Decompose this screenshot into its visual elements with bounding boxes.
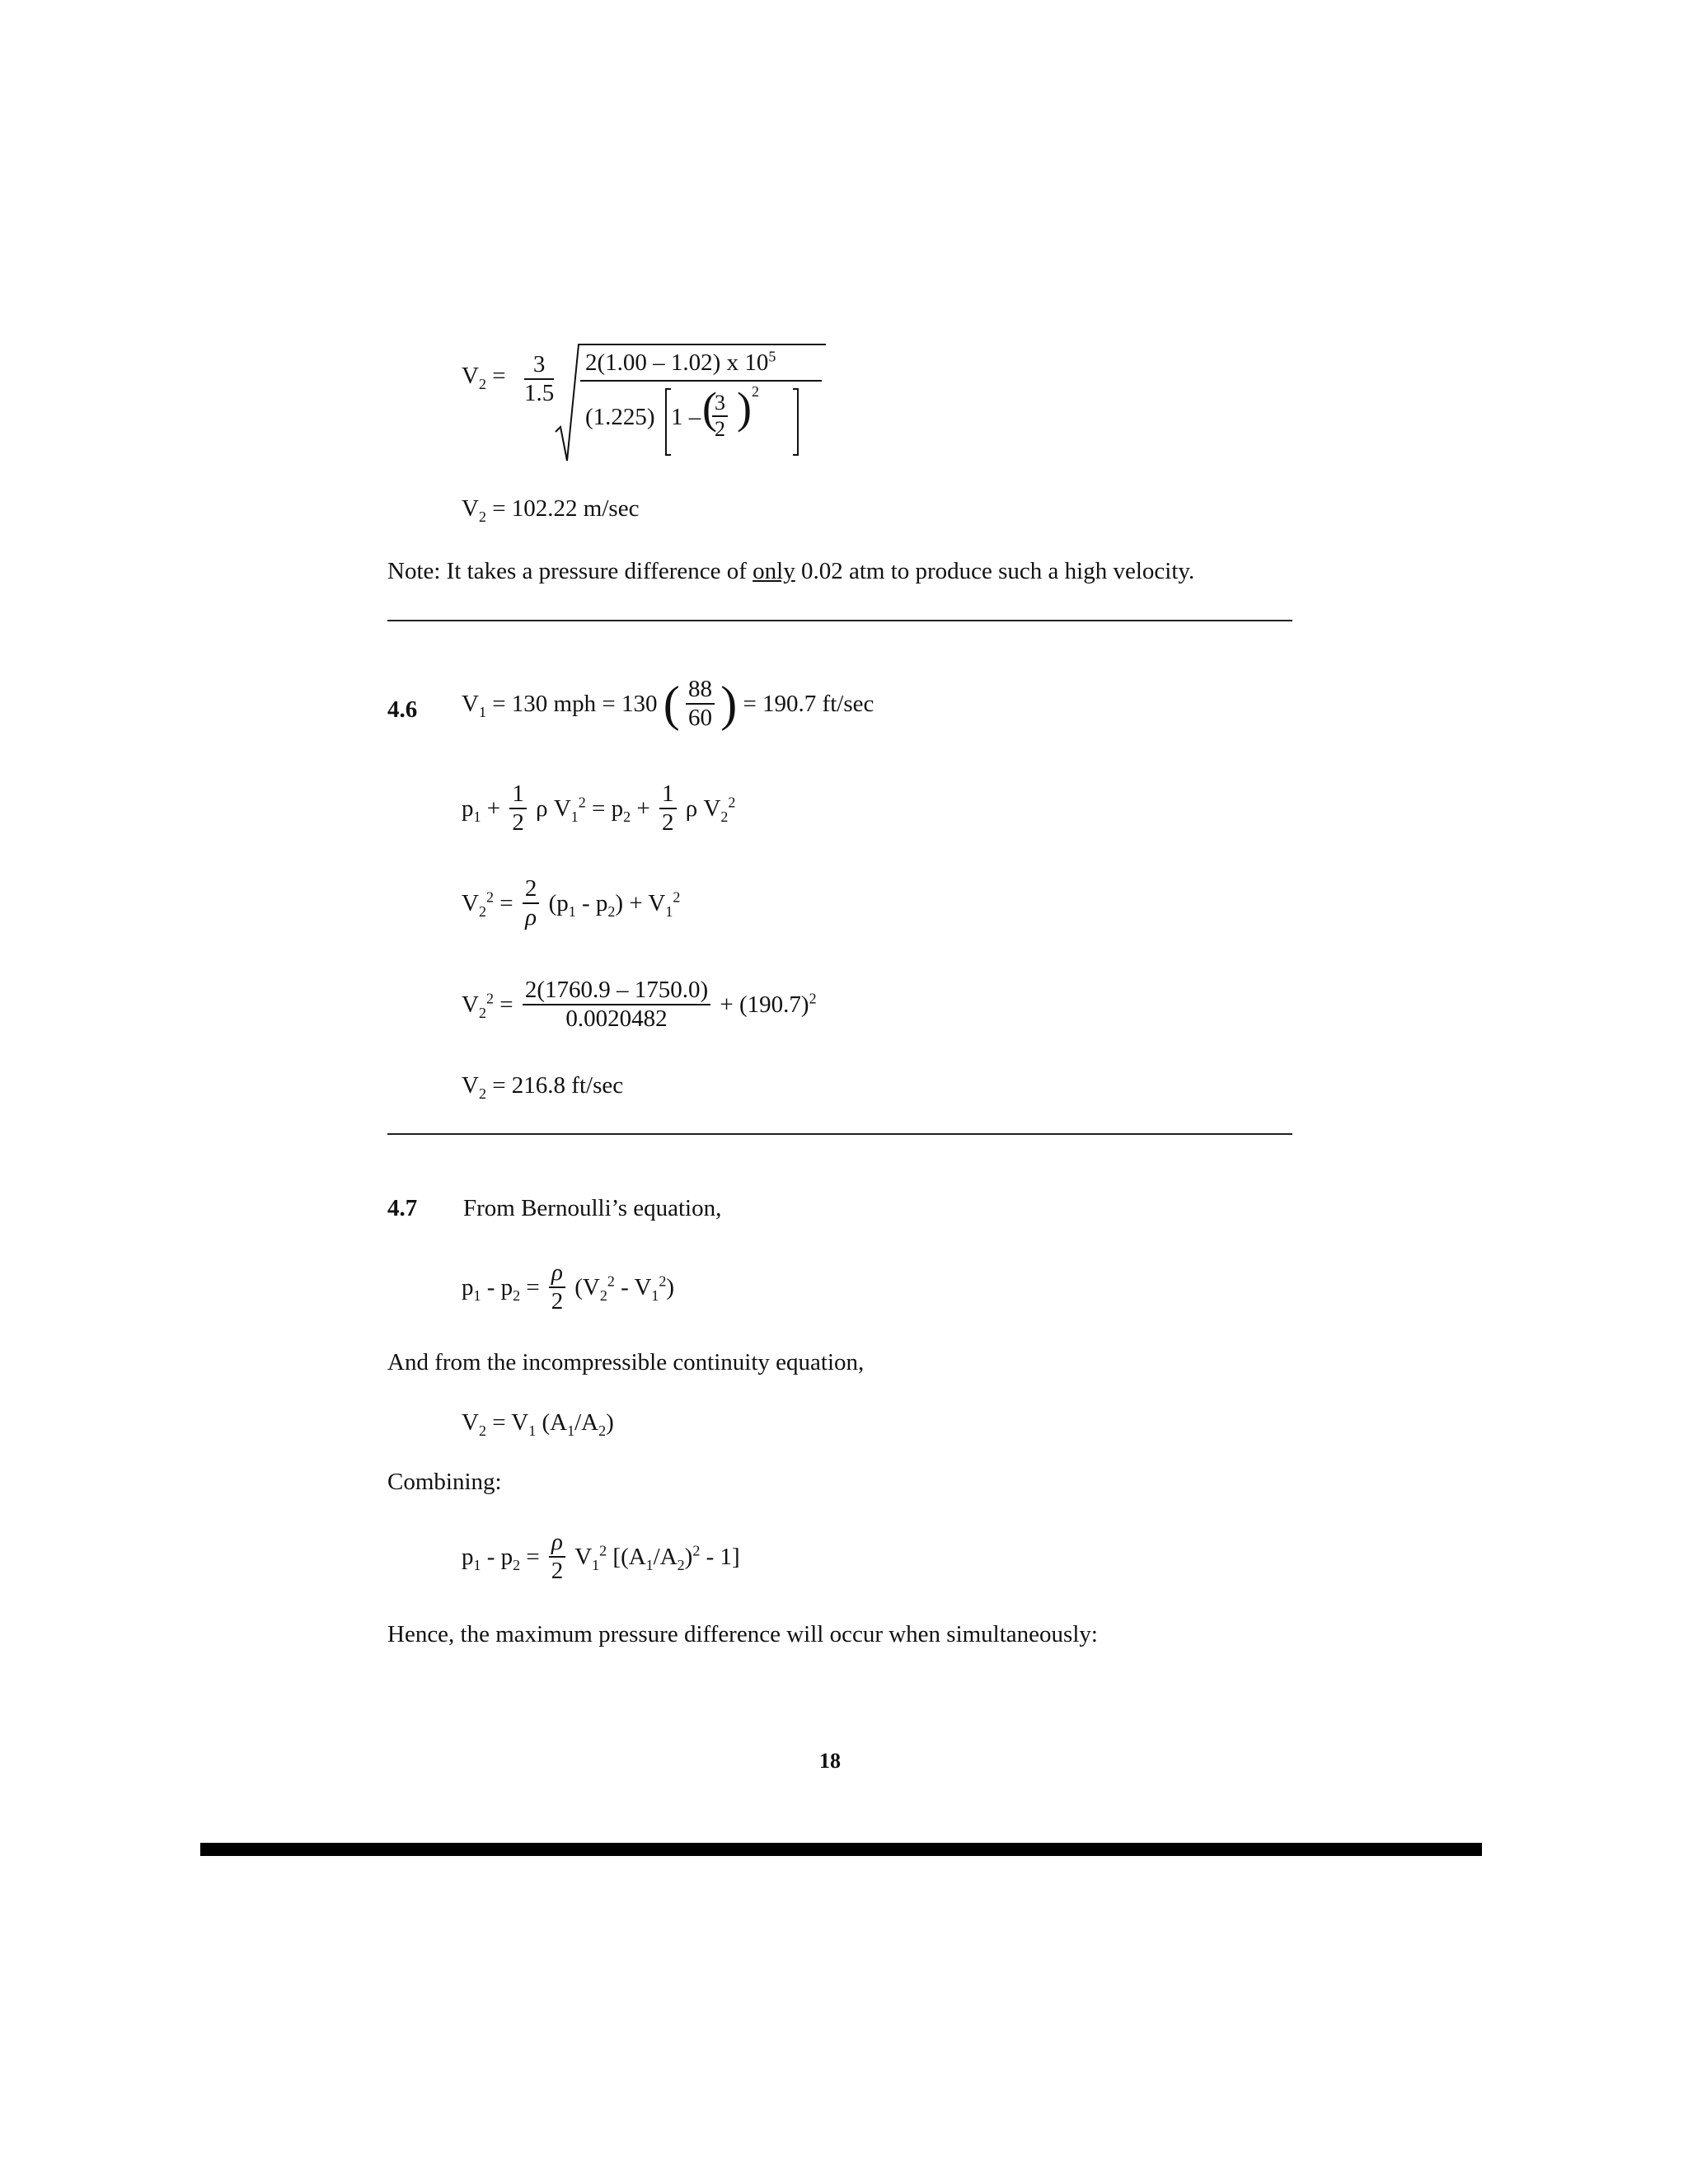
combining-text: Combining: [387, 1469, 502, 1495]
eq-v2-root [462, 340, 808, 463]
eq-46-v2-numeric: $V_2^2$ = $\frac{2(1760.9 - 1750.0)}{0.0020482}$ + $(190.7)^2$ [462, 977, 817, 1033]
eq-46-bernoulli: $p_1$ + $\frac{1}{2}$ ρ $V_1^2 = p_2$ + $\frac{1}{2}$ ρ $V_2^2$ [462, 780, 736, 837]
eq-46-v2-squared: $V_2^2$ = $\frac{2}{\rho}$ $(p_1 - p_2) + V_1^2$ [462, 875, 681, 931]
eq-47-combined: $p_1 - p_2$ = $\frac{\rho}{2}$ $V_1^2$ $[(A_1/A_2)^2 - 1]$ [462, 1529, 740, 1585]
sec47-intro: From Bernoulli’s equation, [463, 1195, 722, 1221]
eq-v2-bracket-term: 1 – [671, 404, 701, 430]
divider-2 [387, 1133, 1292, 1135]
note-text: Note: It takes a pressure difference of only 0.02 atm to produce such a high velocity. [387, 558, 1195, 584]
eq-46-line1: $V_1 = 130$ mph = 130 ( $\frac{88}{60}$ ) = 190.7 ft/sec [462, 676, 874, 732]
divider-1 [387, 620, 1292, 621]
section-label-4-6: 4.6 [387, 696, 418, 723]
footer-bar [200, 1843, 1482, 1856]
page-number: 18 [819, 1749, 841, 1773]
result-v2-mps: $V_2 = 102.22$ m/sec [462, 495, 640, 525]
eq-v2-lhs: $V_2$ = [462, 363, 506, 392]
eq-v2-inner-exp: 2 [752, 383, 759, 400]
eq-v2-coef: $\frac{3}{1.5}$ [524, 351, 555, 407]
section-label-4-7: 4.7 [387, 1195, 418, 1221]
hence-text: Hence, the maximum pressure difference will occur when simultaneously: [387, 1621, 1098, 1647]
frac-88-60: $\frac{88}{60}$ [686, 676, 715, 733]
eq-v2-rad-den: (1.225) [585, 404, 655, 430]
eq-47-bernoulli: $p_1 - p_2$ = $\frac{\rho}{2}$ $(V_2^2 - V_1^2)$ [462, 1259, 675, 1315]
paren-left: ( [702, 383, 717, 433]
result-v2-ftps: $V_2 = 216.8$ ft/sec [462, 1072, 624, 1102]
eq-v2-rad-num: 2(1.00 – 1.02) x $10^5$ [585, 348, 776, 376]
eq-47-continuity: $V_2 = V_1$ $(A_1/A_2)$ [462, 1409, 614, 1439]
paren-right: ) [737, 383, 752, 433]
continuity-text: And from the incompressible continuity equation, [387, 1349, 865, 1376]
eq-v2-inner-frac: $\frac{3}{2}$ [712, 391, 728, 442]
